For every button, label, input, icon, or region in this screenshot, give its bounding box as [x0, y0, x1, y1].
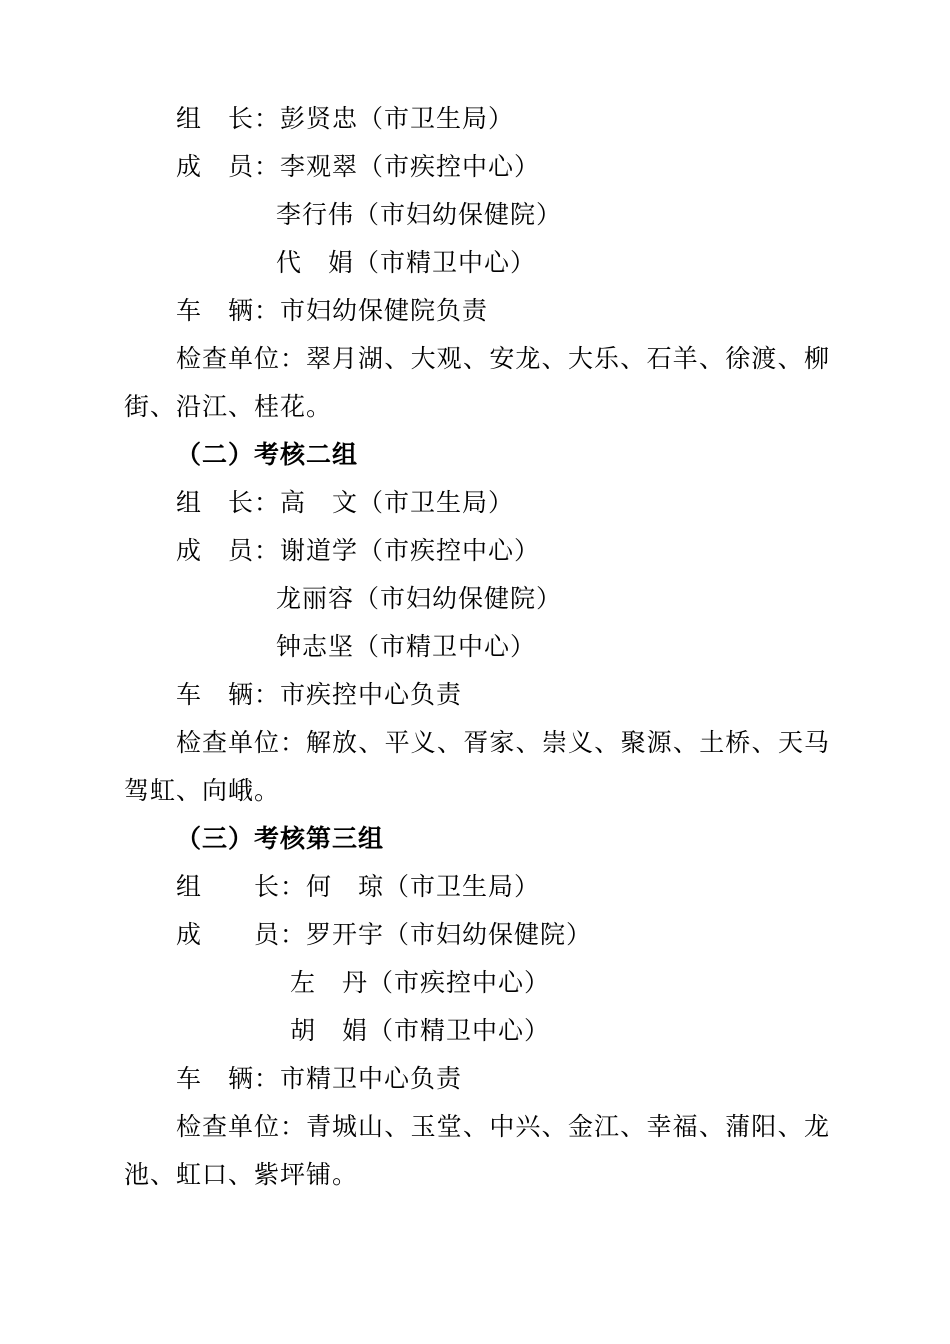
- group3-vehicle-label: 车 辆：: [176, 1064, 281, 1093]
- group3-leader: 何 琼（市卫生局）: [306, 872, 541, 901]
- group2-vehicle-label: 车 辆：: [176, 680, 281, 709]
- group1-members-row: [176, 151, 540, 183]
- group1-member-3: 代 娟（市精卫中心）: [276, 248, 537, 277]
- group1-vehicle-row: [176, 295, 488, 327]
- group2-vehicle-row: [176, 679, 462, 711]
- group2-leader-label: 组 长：: [176, 488, 281, 517]
- group2-unit: 崇义: [541, 728, 594, 757]
- group1-leader-row: [176, 103, 514, 135]
- group2-units-line2: 驾虹、向峨。: [124, 776, 281, 805]
- group3-heading: （三）考核第三组: [176, 824, 385, 853]
- group2-members-row: [176, 535, 540, 567]
- group1-unit: 大乐: [567, 344, 620, 373]
- group3-units-line2: 池、虹口、紫坪铺。: [124, 1160, 359, 1189]
- group2-unit: 天马: [777, 728, 830, 757]
- group1-unit: 石羊: [646, 344, 699, 373]
- group1-vehicle-label: 车 辆：: [176, 296, 281, 325]
- group1-leader-label: 组 长：: [176, 104, 281, 133]
- group2-member-2: 龙丽容（市妇幼保健院）: [276, 584, 563, 613]
- group3-unit: 龙: [803, 1112, 830, 1141]
- group3-unit: 中兴: [489, 1112, 542, 1141]
- group3-members-label: 成 员：: [176, 920, 307, 949]
- group2-unit: 平义: [384, 728, 437, 757]
- group1-member-1: 李观翠（市疾控中心）: [280, 152, 541, 181]
- group2-unit: 检查单位：解放: [176, 728, 359, 757]
- group3-unit: 蒲阳: [725, 1112, 778, 1141]
- group1-members-label: 成 员：: [176, 152, 281, 181]
- group3-unit: 幸福: [646, 1112, 699, 1141]
- group3-unit: 检查单位：青城山: [176, 1112, 385, 1141]
- group2-vehicle: 市疾控中心负责: [280, 680, 463, 709]
- group1-unit: 安龙: [489, 344, 542, 373]
- group2-leader-row: [176, 487, 514, 519]
- group1-unit: 徐渡: [725, 344, 778, 373]
- group3-member-3: 胡 娟（市精卫中心）: [290, 1016, 551, 1045]
- group3-member-1: 罗开宇（市妇幼保健院）: [306, 920, 593, 949]
- group3-unit: 玉堂: [410, 1112, 463, 1141]
- group2-member-3: 钟志坚（市精卫中心）: [276, 632, 537, 661]
- group2-heading: （二）考核二组: [176, 440, 359, 469]
- group2-unit: 胥家: [463, 728, 516, 757]
- group3-vehicle-row: [176, 1063, 462, 1095]
- group2-unit: 土桥: [699, 728, 752, 757]
- group3-leader-label: 组 长：: [176, 872, 307, 901]
- group2-unit: 聚源: [620, 728, 673, 757]
- group1-member-2: 李行伟（市妇幼保健院）: [276, 200, 563, 229]
- group2-units-line1: 检查单位：解放 、 平义 、 胥家 、 崇义 、 聚源 、 土桥 、 天马: [176, 728, 830, 757]
- group1-unit: 柳: [803, 344, 830, 373]
- group1-units-line1: 检查单位：翠月湖 、 大观 、 安龙 、 大乐 、 石羊 、 徐渡 、 柳: [176, 344, 830, 373]
- group3-member-2: 左 丹（市疾控中心）: [290, 968, 551, 997]
- group1-unit: 检查单位：翠月湖: [176, 344, 385, 373]
- group1-leader: 彭贤忠（市卫生局）: [280, 104, 515, 133]
- group3-units-line1: 检查单位：青城山 、 玉堂 、 中兴 、 金江 、 幸福 、 蒲阳 、 龙: [176, 1112, 830, 1141]
- group2-members-label: 成 员：: [176, 536, 281, 565]
- group2-leader: 高 文（市卫生局）: [280, 488, 515, 517]
- group1-units-line2: 街、沿江、桂花。: [124, 392, 333, 421]
- group3-leader-row: [176, 871, 540, 903]
- group3-vehicle: 市精卫中心负责: [280, 1064, 463, 1093]
- group3-members-row: [176, 919, 592, 951]
- group3-unit: 金江: [567, 1112, 620, 1141]
- group1-unit: 大观: [410, 344, 463, 373]
- group1-vehicle: 市妇幼保健院负责: [280, 296, 489, 325]
- group2-member-1: 谢道学（市疾控中心）: [280, 536, 541, 565]
